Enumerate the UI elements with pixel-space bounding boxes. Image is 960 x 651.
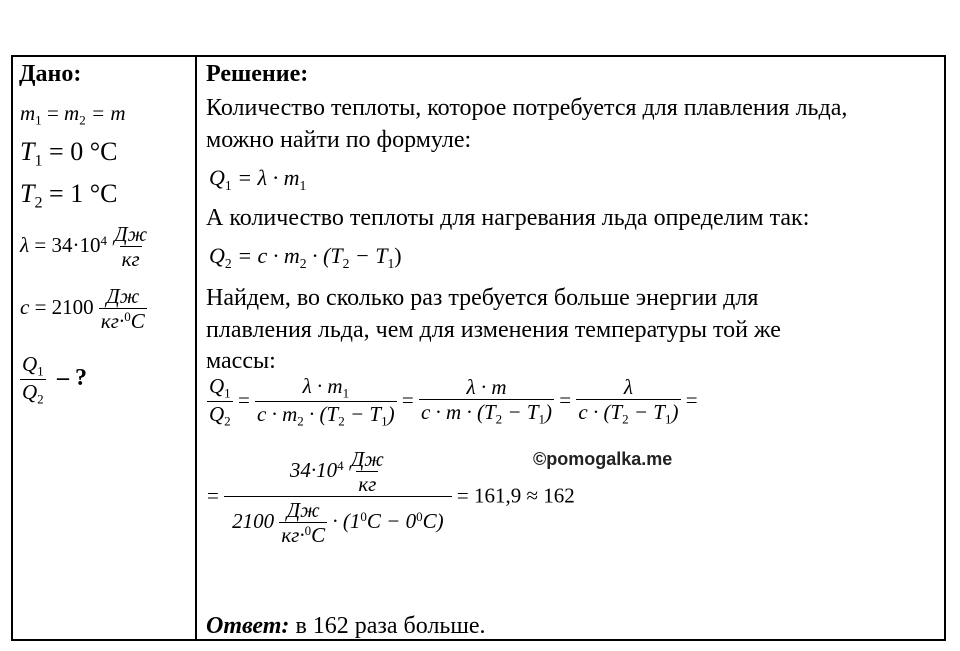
paragraph-3-line-2: плавления льда, чем для изменения температуры той же	[206, 317, 781, 343]
watermark: ©pomogalka.me	[533, 449, 673, 469]
paragraph-3-line-3: массы:	[206, 348, 276, 374]
given-t1: $T_1 = 0$ °C	[20, 137, 118, 170]
given-t2: $T_2 = 1$ °C	[20, 179, 118, 212]
given-masses: $m_1 = m_2 = m$	[20, 101, 126, 128]
paragraph-2: А количество теплоты для нагревания льда определим так:	[206, 205, 810, 231]
formula-q2: $Q_2 = c \cdot m_2 \cdot (T_2 - T_1)$	[209, 243, 402, 271]
numeric-calculation: = $34\cdot 10^4$ $\frac{Дж}{кг}$ 2100 $\frac{Дж}{кг\cdot^0C}$ · $(1^0C - 0^0C)$ = 161,9 ≈ 162	[207, 447, 575, 548]
paragraph-1-line-1: Количество теплоты, которое потребуется для плавления льда,	[206, 95, 848, 121]
given-column	[11, 55, 195, 641]
ratio-derivation: $\frac{Q_1}{Q_2}$ = $\frac{\lambda \cdot m_1}{c \cdot m_2 \cdot (T_2 - T_1)}$ = $\frac{\lambda \cdot m}{c \cdot m \cdot (T_2 - T_1)}$ = $\frac{\lambda}{c \cdot (T_2 - T_1)}$ =	[209, 374, 698, 429]
given-lambda: $\lambda = 34\cdot 10^4$ $\frac{Дж}{кг}$	[20, 222, 148, 272]
given-header: Дано:	[19, 61, 82, 87]
answer	[206, 613, 486, 640]
given-c: c = 2100 $\frac{Дж}{кг\cdot^0C}$	[20, 284, 145, 334]
formula-q1: $Q_1 = \lambda \cdot m_1$	[209, 165, 307, 193]
paragraph-3-line-1: Найдем, во сколько раз требуется больше энергии для	[206, 285, 759, 311]
answer-label: Ответ:	[206, 613, 290, 639]
given-question: $\frac{Q_1}{Q_2}$ – ?	[22, 352, 87, 407]
solution-column	[197, 55, 946, 641]
answer-text: в 162 раза больше.	[295, 613, 486, 639]
paragraph-1-line-2: можно найти по формуле:	[206, 127, 472, 153]
solution-header: Решение:	[206, 61, 309, 87]
